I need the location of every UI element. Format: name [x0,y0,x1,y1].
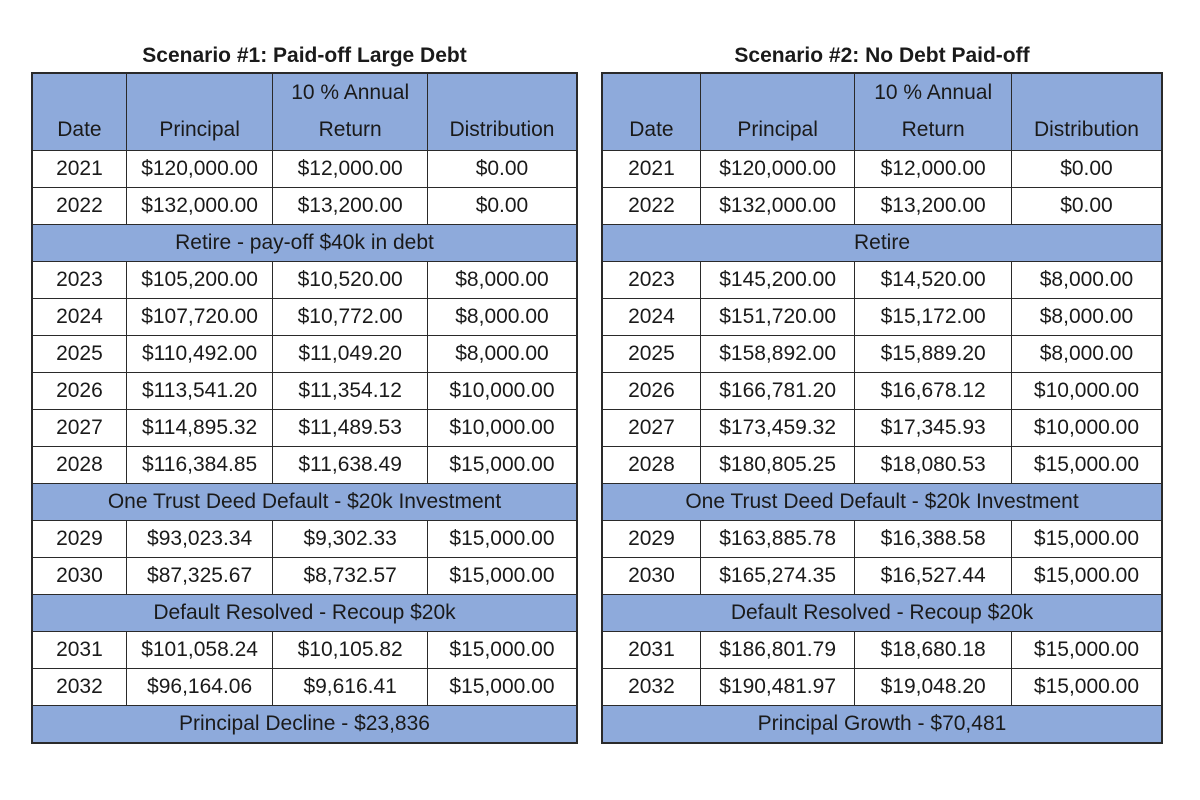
cell-year: 2027 [32,410,126,447]
cell-principal: $166,781.20 [700,373,855,410]
cell-year: 2022 [32,188,126,225]
cell-return: $18,080.53 [855,447,1012,484]
cell-distribution: $15,000.00 [1011,632,1162,669]
section-row [32,225,577,262]
cell-distribution: $15,000.00 [427,632,577,669]
section-label: Principal Decline - $23,836 [32,706,577,744]
cell-return: $19,048.20 [855,669,1012,706]
cell-return: $11,489.53 [273,410,428,447]
section-row [32,484,577,521]
cell-principal: $105,200.00 [126,262,273,299]
cell-year: 2028 [32,447,126,484]
cell-year: 2032 [602,669,700,706]
cell-year: 2022 [602,188,700,225]
cell-principal: $145,200.00 [700,262,855,299]
cell-year: 2025 [602,336,700,373]
table-row [602,410,1162,447]
cell-distribution: $15,000.00 [427,447,577,484]
cell-return: $9,302.33 [273,521,428,558]
cell-year: 2024 [32,299,126,336]
cell-return: $11,638.49 [273,447,428,484]
cell-distribution: $8,000.00 [427,299,577,336]
header-return-line2: Return [901,118,965,141]
section-row [32,706,577,744]
cell-year: 2026 [602,373,700,410]
cell-distribution: $15,000.00 [427,521,577,558]
cell-principal: $132,000.00 [700,188,855,225]
section-row [602,595,1162,632]
header-distribution [1011,73,1162,151]
table-row [602,151,1162,188]
cell-distribution: $8,000.00 [1011,299,1162,336]
cell-return: $16,388.58 [855,521,1012,558]
section-label: Default Resolved - Recoup $20k [602,595,1162,632]
table-header-row [602,73,1162,151]
table-row [32,632,577,669]
cell-return: $10,105.82 [273,632,428,669]
cell-principal: $113,541.20 [126,373,273,410]
header-distribution-label: Distribution [449,118,555,141]
cell-return: $8,732.57 [273,558,428,595]
section-row [602,706,1162,744]
cell-return: $12,000.00 [273,151,428,188]
cell-principal: $87,325.67 [126,558,273,595]
table-row [602,632,1162,669]
section-label: Retire [602,225,1162,262]
table-row [602,336,1162,373]
cell-return: $10,772.00 [273,299,428,336]
table-row [602,521,1162,558]
cell-distribution: $8,000.00 [427,336,577,373]
cell-return: $9,616.41 [273,669,428,706]
header-return-line1: 10 % Annual [874,81,993,104]
cell-return: $13,200.00 [273,188,428,225]
cell-distribution: $15,000.00 [1011,447,1162,484]
cell-distribution: $15,000.00 [1011,669,1162,706]
cell-distribution: $10,000.00 [427,410,577,447]
cell-return: $15,172.00 [855,299,1012,336]
cell-return: $16,678.12 [855,373,1012,410]
cell-year: 2025 [32,336,126,373]
cell-distribution: $10,000.00 [427,373,577,410]
header-return-line1: 10 % Annual [291,81,410,104]
table-row [32,447,577,484]
cell-distribution: $10,000.00 [1011,410,1162,447]
cell-principal: $158,892.00 [700,336,855,373]
cell-year: 2023 [32,262,126,299]
section-label: One Trust Deed Default - $20k Investment [32,484,577,521]
cell-principal: $101,058.24 [126,632,273,669]
section-label: One Trust Deed Default - $20k Investment [602,484,1162,521]
cell-distribution: $0.00 [1011,188,1162,225]
table-row [32,373,577,410]
cell-year: 2030 [32,558,126,595]
scenario-table [31,72,578,744]
cell-principal: $114,895.32 [126,410,273,447]
cell-return: $18,680.18 [855,632,1012,669]
cell-distribution: $0.00 [427,188,577,225]
table-row [32,299,577,336]
scenario-title: Scenario #1: Paid-off Large Debt [142,44,467,67]
cell-principal: $120,000.00 [126,151,273,188]
cell-return: $11,049.20 [273,336,428,373]
table-row [32,558,577,595]
scenario-table [601,72,1163,744]
header-date [32,73,126,151]
table-row [32,188,577,225]
cell-year: 2028 [602,447,700,484]
table-row [32,336,577,373]
cell-principal: $120,000.00 [700,151,855,188]
cell-return: $12,000.00 [855,151,1012,188]
header-distribution-label: Distribution [1033,118,1139,141]
scenario-2-table-block [601,40,1163,744]
cell-distribution: $15,000.00 [1011,558,1162,595]
table-row [32,151,577,188]
table-row [32,669,577,706]
cell-principal: $132,000.00 [126,188,273,225]
header-date-label: Date [629,118,674,141]
header-return [273,73,428,151]
cell-year: 2032 [32,669,126,706]
section-label: Retire - pay-off $40k in debt [32,225,577,262]
header-return [855,73,1012,151]
section-row [602,225,1162,262]
cell-principal: $107,720.00 [126,299,273,336]
header-principal [700,73,855,151]
cell-principal: $163,885.78 [700,521,855,558]
section-label: Default Resolved - Recoup $20k [32,595,577,632]
cell-distribution: $15,000.00 [1011,521,1162,558]
table-row [602,373,1162,410]
cell-return: $11,354.12 [273,373,428,410]
section-row [602,484,1162,521]
cell-principal: $173,459.32 [700,410,855,447]
cell-return: $16,527.44 [855,558,1012,595]
cell-year: 2029 [32,521,126,558]
cell-year: 2030 [602,558,700,595]
header-principal-label: Principal [159,118,240,141]
table-row [602,262,1162,299]
table-row [602,188,1162,225]
section-label: Principal Growth - $70,481 [602,706,1162,744]
cell-distribution: $0.00 [1011,151,1162,188]
cell-principal: $165,274.35 [700,558,855,595]
cell-distribution: $15,000.00 [427,558,577,595]
table-header-row [32,73,577,151]
scenario-1-table-block [31,40,578,744]
table-row [32,262,577,299]
cell-distribution: $8,000.00 [1011,336,1162,373]
cell-principal: $190,481.97 [700,669,855,706]
table-row [602,558,1162,595]
scenario-title: Scenario #2: No Debt Paid-off [734,44,1030,67]
cell-year: 2021 [32,151,126,188]
cell-distribution: $8,000.00 [427,262,577,299]
header-return-line2: Return [318,118,382,141]
header-date [602,73,700,151]
cell-distribution: $10,000.00 [1011,373,1162,410]
cell-distribution: $15,000.00 [427,669,577,706]
table-row [32,521,577,558]
cell-principal: $186,801.79 [700,632,855,669]
cell-principal: $151,720.00 [700,299,855,336]
cell-principal: $110,492.00 [126,336,273,373]
cell-year: 2031 [602,632,700,669]
cell-return: $10,520.00 [273,262,428,299]
header-principal [126,73,273,151]
header-principal-label: Principal [737,118,818,141]
cell-distribution: $0.00 [427,151,577,188]
cell-year: 2024 [602,299,700,336]
table-row [602,669,1162,706]
cell-return: $13,200.00 [855,188,1012,225]
header-distribution [427,73,577,151]
header-date-label: Date [57,118,102,141]
table-row [602,447,1162,484]
cell-principal: $93,023.34 [126,521,273,558]
table-row [602,299,1162,336]
cell-distribution: $8,000.00 [1011,262,1162,299]
table-row [32,410,577,447]
section-row [32,595,577,632]
cell-principal: $180,805.25 [700,447,855,484]
cell-return: $17,345.93 [855,410,1012,447]
cell-principal: $116,384.85 [126,447,273,484]
cell-return: $15,889.20 [855,336,1012,373]
cell-year: 2027 [602,410,700,447]
cell-year: 2029 [602,521,700,558]
cell-year: 2023 [602,262,700,299]
cell-year: 2021 [602,151,700,188]
cell-return: $14,520.00 [855,262,1012,299]
cell-year: 2026 [32,373,126,410]
cell-principal: $96,164.06 [126,669,273,706]
cell-year: 2031 [32,632,126,669]
